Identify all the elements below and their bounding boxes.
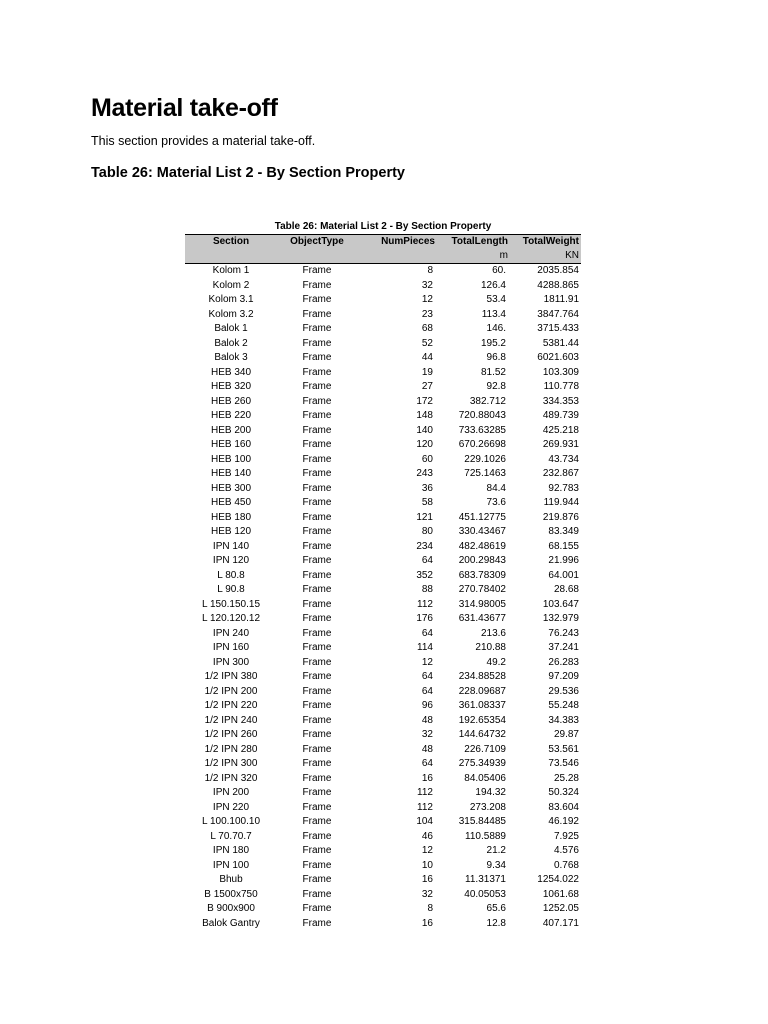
cell-totallength: 229.1026	[464, 453, 506, 465]
table-row	[185, 844, 581, 859]
cell-section: HEB 340	[210, 366, 252, 378]
cell-totallength: 92.8	[486, 381, 506, 392]
cell-totalweight: 4288.865	[537, 279, 579, 291]
cell-totallength: 146.	[486, 323, 506, 334]
cell-objecttype: Frame	[302, 337, 332, 349]
cell-numpieces: 64	[421, 555, 433, 566]
table-caption: Table 26: Material List 2 - By Section Property	[274, 221, 492, 232]
cell-numpieces: 121	[416, 511, 433, 523]
table-row	[185, 453, 581, 468]
cell-numpieces: 112	[417, 787, 433, 798]
cell-totalweight: 489.739	[542, 410, 579, 421]
cell-section: Balok 2	[214, 337, 248, 349]
cell-numpieces: 112	[417, 598, 433, 610]
table-row	[185, 540, 581, 555]
table-body	[185, 264, 581, 932]
cell-totalweight: 1252.05	[542, 903, 579, 914]
cell-totallength: 725.1463	[464, 468, 506, 479]
cell-totalweight: 53.561	[548, 743, 579, 755]
cell-numpieces: 32	[421, 888, 433, 900]
cell-totalweight: 64.001	[548, 569, 579, 581]
cell-numpieces: 176	[416, 613, 433, 624]
cell-totallength: 720.88043	[458, 410, 506, 421]
cell-objecttype: Frame	[302, 308, 332, 320]
table-row	[185, 830, 581, 845]
cell-numpieces: 36	[421, 482, 433, 494]
cell-totallength: 53.4	[486, 294, 506, 305]
cell-numpieces: 352	[416, 569, 433, 581]
table-row	[185, 699, 581, 714]
cell-numpieces: 58	[421, 497, 433, 508]
table-row	[185, 612, 581, 627]
cell-objecttype: Frame	[302, 439, 332, 450]
cell-totallength: 631.43677	[458, 613, 506, 624]
cell-totallength: 482.48619	[458, 540, 506, 552]
cell-numpieces: 64	[421, 671, 433, 682]
cell-totallength: 9.34	[486, 859, 506, 871]
cell-totallength: 84.4	[486, 482, 506, 494]
cell-objecttype: Frame	[302, 656, 332, 668]
cell-totallength: 65.6	[486, 903, 506, 914]
table-row	[185, 743, 581, 758]
cell-section: L 90.8	[217, 584, 245, 595]
cell-totalweight: 50.324	[548, 787, 579, 798]
cell-section: HEB 120	[210, 526, 252, 537]
cell-totalweight: 25.28	[553, 772, 579, 784]
cell-totalweight: 46.192	[548, 816, 579, 827]
table-row	[185, 917, 581, 932]
cell-section: Balok 3	[214, 352, 248, 363]
cell-section: IPN 120	[212, 555, 250, 566]
cell-totallength: 11.31371	[465, 874, 506, 885]
cell-numpieces: 48	[421, 743, 433, 755]
cell-totalweight: 97.209	[548, 671, 579, 682]
cell-totalweight: 407.171	[542, 917, 579, 929]
cell-objecttype: Frame	[302, 482, 332, 494]
cell-section: L 150.150.15	[201, 598, 261, 610]
cell-numpieces: 8	[427, 265, 433, 276]
cell-section: HEB 260	[210, 395, 252, 407]
cell-totallength: 81.52	[480, 366, 506, 378]
cell-totalweight: 2035.854	[537, 265, 579, 276]
table-row	[185, 569, 581, 584]
cell-numpieces: 8	[427, 903, 433, 914]
table-row	[185, 772, 581, 787]
table-row	[185, 409, 581, 424]
section-heading: Table 26: Material List 2 - By Section Property	[91, 165, 405, 181]
cell-objecttype: Frame	[302, 845, 332, 856]
cell-section: 1/2 IPN 300	[204, 758, 258, 769]
cell-totallength: 683.78309	[458, 569, 506, 581]
cell-numpieces: 243	[416, 468, 433, 479]
cell-section: HEB 160	[210, 439, 252, 450]
cell-section: IPN 100	[212, 859, 250, 871]
cell-objecttype: Frame	[302, 294, 332, 305]
cell-objecttype: Frame	[302, 569, 332, 581]
cell-objecttype: Frame	[302, 642, 332, 653]
cell-objecttype: Frame	[302, 352, 332, 363]
cell-totallength: 213.6	[480, 627, 506, 639]
cell-numpieces: 64	[421, 758, 433, 769]
cell-section: HEB 320	[210, 381, 252, 392]
cell-numpieces: 12	[421, 656, 433, 668]
cell-section: L 100.100.10	[201, 816, 261, 827]
cell-numpieces: 16	[421, 874, 433, 885]
cell-totallength: 330.43467	[458, 526, 506, 537]
cell-section: Kolom 3.2	[208, 308, 254, 320]
cell-totallength: 73.6	[486, 497, 506, 508]
table-row	[185, 380, 581, 395]
table-row	[185, 583, 581, 598]
cell-objecttype: Frame	[302, 859, 332, 871]
table-row	[185, 670, 581, 685]
cell-totallength: 200.29843	[458, 555, 506, 566]
cell-numpieces: 16	[421, 917, 433, 929]
cell-section: 1/2 IPN 220	[204, 700, 258, 711]
unit-section	[185, 249, 277, 264]
cell-numpieces: 172	[416, 395, 433, 407]
cell-section: IPN 160	[212, 642, 250, 653]
cell-section: HEB 200	[210, 424, 252, 436]
table-row	[185, 337, 581, 352]
table-row	[185, 757, 581, 772]
cell-section: Bhub	[219, 874, 243, 885]
table-row	[185, 279, 581, 294]
cell-objecttype: Frame	[302, 627, 332, 639]
table-row	[185, 438, 581, 453]
cell-objecttype: Frame	[302, 671, 332, 682]
cell-section: HEB 180	[210, 511, 252, 523]
cell-numpieces: 32	[421, 279, 433, 291]
header-objecttype: ObjectType	[277, 235, 357, 250]
cell-totallength: 126.4	[480, 279, 506, 291]
cell-objecttype: Frame	[302, 395, 332, 407]
cell-objecttype: Frame	[302, 685, 332, 697]
table-row	[185, 801, 581, 816]
cell-totalweight: 334.353	[542, 395, 579, 407]
cell-section: L 80.8	[217, 569, 245, 581]
table-row	[185, 293, 581, 308]
cell-objecttype: Frame	[302, 598, 332, 610]
cell-objecttype: Frame	[302, 555, 332, 566]
cell-section: IPN 140	[212, 540, 250, 552]
table-row	[185, 424, 581, 439]
cell-objecttype: Frame	[302, 497, 332, 508]
cell-section: HEB 140	[210, 468, 252, 479]
table-row	[185, 366, 581, 381]
cell-section: IPN 220	[212, 801, 250, 813]
cell-section: B 1500x750	[204, 888, 258, 900]
table-row	[185, 815, 581, 830]
table-header-row	[185, 235, 581, 250]
cell-totallength: 192.65354	[458, 714, 506, 726]
cell-numpieces: 112	[417, 801, 433, 813]
cell-objecttype: Frame	[302, 816, 332, 827]
cell-totallength: 382.712	[469, 395, 506, 407]
material-table-container	[185, 220, 581, 931]
cell-totallength: 84.05406	[464, 772, 506, 784]
cell-objecttype: Frame	[302, 917, 332, 929]
cell-objecttype: Frame	[302, 366, 332, 378]
cell-objecttype: Frame	[302, 410, 332, 421]
cell-numpieces: 96	[421, 700, 433, 711]
cell-totallength: 228.09687	[458, 685, 506, 697]
table-row	[185, 888, 581, 903]
cell-totalweight: 6021.603	[537, 352, 579, 363]
table-row	[185, 728, 581, 743]
cell-objecttype: Frame	[302, 453, 332, 465]
cell-totalweight: 132.979	[542, 613, 579, 624]
cell-totalweight: 1061.68	[542, 888, 579, 900]
table-row	[185, 351, 581, 366]
cell-section: 1/2 IPN 320	[204, 772, 258, 784]
cell-numpieces: 19	[421, 366, 433, 378]
cell-numpieces: 44	[421, 352, 433, 363]
cell-objecttype: Frame	[302, 511, 332, 523]
table-row	[185, 496, 581, 511]
cell-numpieces: 12	[421, 845, 433, 856]
cell-numpieces: 140	[416, 424, 433, 436]
cell-numpieces: 88	[421, 584, 433, 595]
table-row	[185, 656, 581, 671]
cell-objecttype: Frame	[302, 874, 332, 885]
cell-section: IPN 200	[212, 787, 250, 798]
unit-totalweight: KN	[510, 249, 581, 264]
cell-totalweight: 5381.44	[542, 337, 579, 349]
cell-totallength: 144.64732	[458, 729, 506, 740]
cell-numpieces: 64	[421, 685, 433, 697]
cell-totallength: 733.63285	[458, 424, 506, 436]
unit-numpieces	[357, 249, 437, 264]
cell-section: Kolom 2	[212, 279, 250, 291]
cell-numpieces: 52	[421, 337, 433, 349]
cell-numpieces: 60	[421, 453, 433, 465]
cell-totalweight: 37.241	[548, 642, 579, 653]
cell-totalweight: 29.87	[553, 729, 579, 740]
cell-totalweight: 92.783	[548, 482, 579, 494]
cell-totalweight: 3847.764	[537, 308, 579, 320]
cell-section: HEB 100	[210, 453, 252, 465]
cell-section: Balok 1	[214, 323, 248, 334]
table-row	[185, 641, 581, 656]
cell-objecttype: Frame	[302, 424, 332, 436]
cell-section: HEB 220	[210, 410, 252, 421]
cell-section: 1/2 IPN 380	[204, 671, 258, 682]
cell-section: Kolom 1	[212, 265, 250, 276]
header-totallength: TotalLength	[437, 235, 510, 250]
cell-section: IPN 180	[212, 845, 250, 856]
cell-numpieces: 68	[421, 323, 433, 334]
table-row	[185, 264, 581, 279]
cell-totalweight: 68.155	[548, 540, 579, 552]
cell-numpieces: 12	[421, 294, 433, 305]
cell-section: Balok Gantry	[202, 917, 260, 929]
cell-totalweight: 26.283	[548, 656, 579, 668]
cell-numpieces: 10	[421, 859, 433, 871]
cell-section: 1/2 IPN 260	[204, 729, 258, 740]
table-row	[185, 308, 581, 323]
cell-section: B 900x900	[207, 903, 255, 914]
cell-totalweight: 55.248	[548, 700, 579, 711]
cell-totalweight: 7.925	[553, 830, 579, 842]
cell-totalweight: 110.778	[543, 381, 579, 392]
cell-totalweight: 28.68	[553, 584, 579, 595]
cell-section: L 70.70.7	[210, 830, 252, 842]
cell-totallength: 275.34939	[458, 758, 506, 769]
cell-section: L 120.120.12	[201, 613, 261, 624]
cell-numpieces: 120	[416, 439, 433, 450]
cell-section: 1/2 IPN 280	[204, 743, 258, 755]
header-section: Section	[185, 235, 277, 250]
cell-objecttype: Frame	[302, 801, 332, 813]
cell-totallength: 315.84485	[458, 816, 506, 827]
cell-totalweight: 29.536	[548, 685, 579, 697]
cell-objecttype: Frame	[302, 743, 332, 755]
cell-totallength: 12.8	[486, 917, 506, 929]
cell-totallength: 113.4	[481, 308, 506, 320]
material-table	[185, 234, 581, 931]
cell-numpieces: 32	[421, 729, 433, 740]
cell-totalweight: 1811.91	[543, 294, 579, 305]
header-numpieces: NumPieces	[357, 235, 437, 250]
cell-totalweight: 219.876	[542, 511, 579, 523]
cell-numpieces: 23	[421, 308, 433, 320]
cell-numpieces: 16	[421, 772, 433, 784]
cell-numpieces: 80	[421, 526, 433, 537]
cell-totallength: 670.26698	[458, 439, 506, 450]
cell-totalweight: 119.944	[543, 497, 579, 508]
cell-totallength: 273.208	[469, 801, 506, 813]
cell-objecttype: Frame	[302, 714, 332, 726]
table-row	[185, 395, 581, 410]
cell-totalweight: 73.546	[548, 758, 579, 769]
cell-totallength: 194.32	[475, 787, 506, 798]
cell-section: IPN 240	[212, 627, 250, 639]
table-row	[185, 627, 581, 642]
table-row	[185, 525, 581, 540]
cell-totallength: 60.	[492, 265, 506, 276]
cell-objecttype: Frame	[302, 526, 332, 537]
cell-totalweight: 4.576	[553, 845, 579, 856]
cell-numpieces: 64	[421, 627, 433, 639]
cell-totalweight: 232.867	[542, 468, 579, 479]
cell-totalweight: 34.383	[548, 714, 579, 726]
cell-totallength: 226.7109	[464, 743, 506, 755]
table-row	[185, 786, 581, 801]
cell-objecttype: Frame	[302, 787, 332, 798]
unit-objecttype	[277, 249, 357, 264]
cell-totalweight: 21.996	[548, 555, 579, 566]
cell-objecttype: Frame	[302, 279, 332, 291]
cell-numpieces: 48	[421, 714, 433, 726]
cell-objecttype: Frame	[302, 772, 332, 784]
intro-text: This section provides a material take-off.	[91, 134, 316, 148]
cell-objecttype: Frame	[302, 468, 332, 479]
cell-section: HEB 300	[210, 482, 252, 494]
cell-section: Kolom 3.1	[208, 294, 254, 305]
table-row	[185, 902, 581, 917]
cell-totalweight: 83.604	[548, 801, 579, 813]
cell-totalweight: 103.309	[542, 366, 579, 378]
table-row	[185, 873, 581, 888]
cell-numpieces: 148	[416, 410, 433, 421]
cell-totalweight: 1254.022	[537, 874, 579, 885]
table-row	[185, 598, 581, 613]
cell-totallength: 110.5889	[465, 830, 506, 842]
cell-totalweight: 103.647	[542, 598, 579, 610]
table-row	[185, 467, 581, 482]
cell-objecttype: Frame	[302, 584, 332, 595]
cell-objecttype: Frame	[302, 830, 332, 842]
cell-totallength: 361.08337	[458, 700, 506, 711]
table-unit-row	[185, 249, 581, 264]
table-row	[185, 685, 581, 700]
cell-objecttype: Frame	[302, 888, 332, 900]
table-row	[185, 859, 581, 874]
cell-totallength: 451.12775	[458, 511, 506, 523]
page-title: Material take-off	[91, 94, 278, 122]
cell-totallength: 195.2	[480, 337, 506, 349]
table-row	[185, 322, 581, 337]
cell-objecttype: Frame	[302, 758, 332, 769]
cell-objecttype: Frame	[302, 323, 332, 334]
cell-section: 1/2 IPN 200	[204, 685, 258, 697]
cell-objecttype: Frame	[302, 729, 332, 740]
cell-numpieces: 27	[421, 381, 433, 392]
cell-totallength: 270.78402	[458, 584, 506, 595]
table-row	[185, 554, 581, 569]
cell-totalweight: 43.734	[548, 453, 579, 465]
cell-totallength: 49.2	[486, 656, 506, 668]
cell-totallength: 40.05053	[464, 888, 506, 900]
cell-totalweight: 83.349	[548, 526, 579, 537]
table-row	[185, 482, 581, 497]
cell-totalweight: 76.243	[548, 627, 579, 639]
cell-numpieces: 234	[416, 540, 433, 552]
cell-numpieces: 114	[417, 642, 433, 653]
cell-totalweight: 269.931	[542, 439, 579, 450]
table-row	[185, 511, 581, 526]
cell-totallength: 21.2	[486, 845, 506, 856]
cell-section: IPN 300	[212, 656, 250, 668]
unit-totallength: m	[437, 249, 510, 264]
cell-totallength: 314.98005	[458, 598, 506, 610]
cell-numpieces: 104	[416, 816, 433, 827]
table-row	[185, 714, 581, 729]
cell-objecttype: Frame	[302, 613, 332, 624]
cell-totallength: 96.8	[486, 352, 506, 363]
cell-section: HEB 450	[210, 497, 252, 508]
cell-objecttype: Frame	[302, 903, 332, 914]
header-totalweight: TotalWeight	[510, 235, 581, 250]
cell-numpieces: 46	[421, 830, 433, 842]
cell-objecttype: Frame	[302, 700, 332, 711]
cell-objecttype: Frame	[302, 381, 332, 392]
cell-totalweight: 0.768	[553, 859, 579, 871]
cell-objecttype: Frame	[302, 265, 332, 276]
cell-totallength: 234.88528	[458, 671, 506, 682]
cell-objecttype: Frame	[302, 540, 332, 552]
cell-totalweight: 3715.433	[537, 323, 579, 334]
cell-totallength: 210.88	[475, 642, 506, 653]
cell-totalweight: 425.218	[542, 424, 579, 436]
cell-section: 1/2 IPN 240	[204, 714, 258, 726]
